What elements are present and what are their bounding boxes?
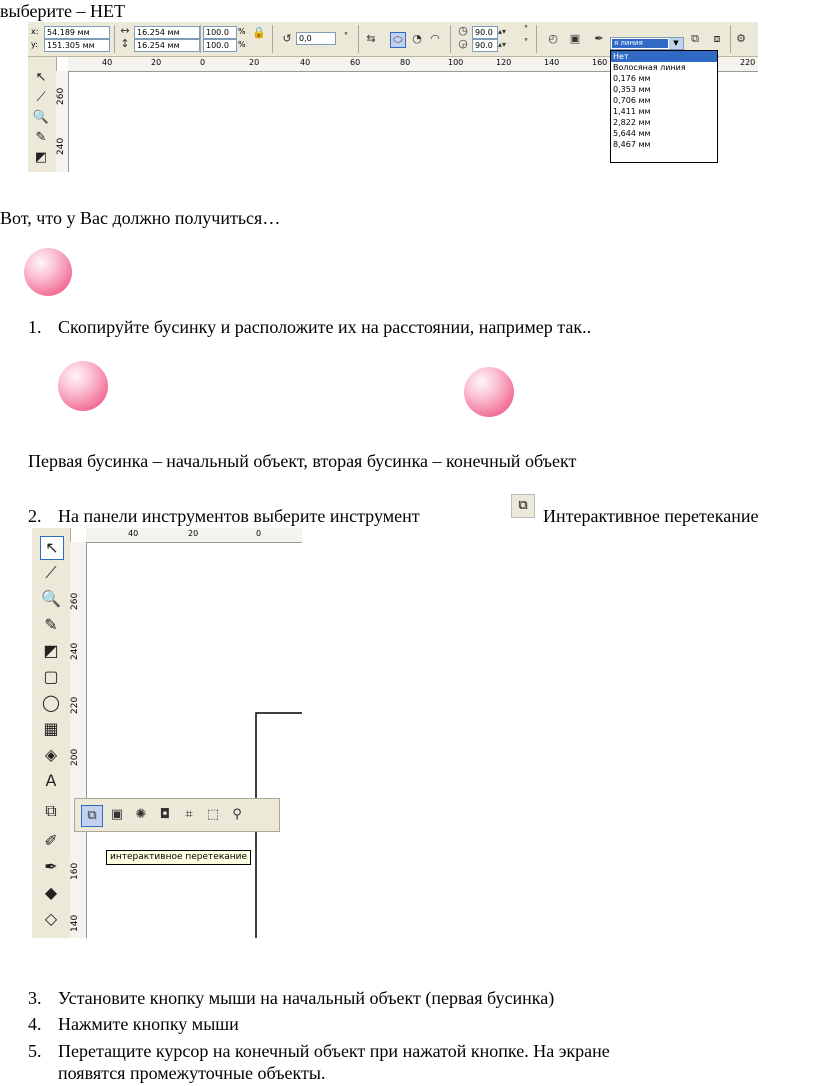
end-angle-icon: ◶	[458, 37, 468, 50]
ruler-tick: 240	[56, 137, 66, 155]
dropdown-option[interactable]: 0,353 мм	[613, 85, 651, 94]
step-number: 2.	[28, 506, 42, 526]
ruler-tick: 260	[56, 87, 66, 105]
eyedropper-tool-icon[interactable]: ✐	[44, 831, 58, 850]
step-number: 3.	[28, 988, 42, 1008]
pick-tool-icon[interactable]: ↖	[35, 70, 47, 85]
ruler-tick: 220	[740, 58, 756, 67]
dropdown-option[interactable]: 1,411 мм	[613, 107, 651, 116]
step-5	[28, 1040, 610, 1062]
blend-flyout	[74, 798, 280, 832]
ruler-tick: 160	[70, 862, 80, 880]
ruler-tick: 140	[70, 914, 80, 932]
smart-tool-icon[interactable]: ◩	[34, 150, 48, 165]
x-position-field[interactable]: 54.189 мм	[44, 26, 110, 39]
separator	[730, 25, 731, 53]
step-number: 4.	[28, 1014, 42, 1034]
rectangle-tool-icon[interactable]: ▢	[43, 667, 59, 686]
smart-tool-icon[interactable]: ◩	[43, 641, 59, 660]
horizontal-ruler	[86, 528, 302, 543]
scale-x-field[interactable]: 100.0	[203, 26, 237, 39]
width-icon: ↔	[120, 24, 130, 37]
start-angle-field[interactable]: 90.0	[472, 26, 498, 39]
corel-screenshot-toolbox	[32, 528, 302, 938]
envelope-icon[interactable]: ⌗	[185, 807, 193, 822]
ruler-tick: 0	[256, 529, 262, 538]
basic-shapes-icon[interactable]: ◈	[44, 745, 58, 764]
percent-label: %	[238, 40, 246, 49]
step-text: Перетащите курсор на конечный объект при нажатой кнопке. На экране	[58, 1041, 610, 1061]
outline-width-list	[610, 50, 718, 163]
contour-icon[interactable]: ▣	[110, 807, 124, 822]
blend-icon[interactable]: ⧉	[81, 805, 103, 827]
polygon-tool-icon[interactable]: ▦	[43, 719, 59, 738]
ruler-tick: 80	[400, 58, 411, 67]
fill-tool-icon[interactable]: ◆	[44, 883, 58, 902]
text-caption: Первая бусинка – начальный объект, вторая бусинка – конечный объект	[28, 451, 577, 471]
ruler-tick: 20	[188, 529, 199, 538]
blend-tool-icon: ⧉	[511, 494, 535, 518]
interactive-fill-icon[interactable]: ◇	[44, 909, 58, 928]
step-number: 5.	[28, 1041, 42, 1061]
bead-start	[58, 361, 108, 411]
y-label: y:	[31, 40, 38, 49]
bead-example	[24, 248, 72, 296]
height-icon: ↕	[120, 37, 130, 50]
lock-ratio-icon[interactable]: 🔒	[252, 26, 266, 39]
degree-label: °	[524, 37, 528, 46]
pie-icon[interactable]: ◔	[412, 32, 422, 45]
arrange-icon[interactable]: ⧈	[713, 32, 721, 45]
dropdown-option[interactable]: Нет	[611, 51, 717, 62]
ruler-tick: 20	[151, 58, 162, 67]
end-angle-field[interactable]: 90.0	[472, 39, 498, 52]
percent-label: %	[238, 27, 246, 36]
outline-pen-icon: ✒	[594, 32, 604, 45]
scale-y-field[interactable]: 100.0	[203, 39, 237, 52]
zoom-tool-icon[interactable]: 🔍	[32, 110, 50, 125]
dropdown-option[interactable]: 2,822 мм	[613, 118, 651, 127]
ruler-tick: 40	[300, 58, 311, 67]
spinner-icon[interactable]: ▴▾	[497, 27, 507, 36]
distort-icon[interactable]: ✺	[135, 807, 147, 822]
dropdown-option[interactable]: 0,176 мм	[613, 74, 651, 83]
vertical-ruler	[56, 71, 69, 172]
shape-tool-icon[interactable]: ⟋	[36, 90, 46, 105]
step-5-continued: появятся промежуточные объекты.	[58, 1063, 326, 1083]
ruler-tick: 260	[70, 592, 80, 610]
chevron-down-icon[interactable]: ▼	[669, 38, 683, 49]
step-text: Установите кнопку мыши на начальный объект (первая бусинка)	[58, 988, 555, 1008]
ellipse-icon[interactable]: ⬭	[390, 32, 406, 48]
pick-tool-icon[interactable]: ↖	[40, 536, 64, 560]
step-2	[28, 505, 420, 527]
step-4	[28, 1013, 239, 1035]
width-field[interactable]: 16.254 мм	[134, 26, 200, 39]
vertical-ruler	[70, 542, 87, 938]
gear-icon[interactable]: ⚙	[736, 32, 746, 45]
step-text: Нажмите кнопку мыши	[58, 1014, 239, 1034]
shape-tool-icon[interactable]: ⟋	[45, 563, 57, 582]
start-angle-icon: ◷	[458, 24, 468, 37]
dropdown-option[interactable]: Волосяная линия	[613, 63, 686, 72]
ruler-tick: 120	[496, 58, 512, 67]
transparency-icon[interactable]: ⚲	[232, 807, 242, 822]
wrap-icon[interactable]: ▣	[569, 32, 581, 45]
text-tool-icon[interactable]: A	[45, 771, 57, 790]
text-result: Вот, что у Вас должно получиться…	[0, 208, 281, 228]
corel-screenshot-top	[28, 22, 758, 172]
tooltip: интерактивное перетекание	[106, 850, 251, 865]
outline-width-selected: я линия	[612, 39, 668, 48]
step-text: Скопируйте бусинку и расположите их на расстоянии, например так..	[58, 317, 592, 337]
degree-label: °	[344, 31, 348, 40]
drop-shadow-icon[interactable]: ◘	[159, 807, 171, 822]
toolbox	[32, 528, 71, 938]
arc-icon[interactable]: ◠	[430, 32, 440, 45]
step-number: 1.	[28, 317, 42, 337]
separator	[450, 25, 451, 53]
x-label: x:	[31, 27, 39, 36]
zoom-tool-icon[interactable]: 🔍	[41, 589, 61, 608]
ruler-tick: 140	[544, 58, 560, 67]
dropdown-option[interactable]: 5,644 мм	[613, 129, 651, 138]
ellipse-tool-icon[interactable]: ◯	[42, 693, 60, 712]
convert-icon[interactable]: ⧉	[691, 32, 699, 45]
y-position-field[interactable]: 151.305 мм	[44, 39, 110, 52]
ruler-tick: 220	[70, 696, 80, 714]
rotation-field[interactable]: 0,0	[296, 32, 336, 45]
mirror-icon[interactable]: ⇆	[366, 32, 376, 45]
separator	[272, 25, 273, 53]
step-3	[28, 987, 554, 1009]
ruler-tick: 40	[128, 529, 139, 538]
degree-label: °	[524, 24, 528, 33]
bead-end	[464, 367, 514, 417]
step-1	[28, 316, 591, 338]
blend-tool-icon[interactable]: ⧉	[45, 801, 57, 820]
direction-icon[interactable]: ◴	[548, 32, 558, 45]
height-field[interactable]: 16.254 мм	[134, 39, 200, 52]
outline-width-dropdown[interactable]	[610, 37, 684, 50]
rotate-icon: ↺	[282, 32, 292, 45]
ruler-tick: 20	[249, 58, 260, 67]
separator	[358, 25, 359, 53]
separator	[114, 25, 115, 53]
freehand-tool-icon[interactable]: ✎	[35, 130, 47, 145]
ruler-tick: 0	[200, 58, 206, 67]
text-line-top: выберите – НЕТ	[0, 1, 125, 21]
ruler-tick: 60	[350, 58, 361, 67]
separator	[200, 25, 201, 53]
step-text: На панели инструментов выберите инструмент	[58, 506, 420, 526]
dropdown-option[interactable]: 0,706 мм	[613, 96, 651, 105]
toolbox	[28, 57, 57, 172]
ruler-tick: 40	[102, 58, 113, 67]
ruler-tick: 240	[70, 642, 80, 660]
ruler-tick: 100	[448, 58, 464, 67]
step-2-tool-name: Интерактивное перетекание	[543, 506, 759, 526]
ruler-tick: 160	[592, 58, 608, 67]
outline-tool-icon[interactable]: ✒	[44, 857, 58, 876]
spinner-icon[interactable]: ▴▾	[497, 40, 507, 49]
freehand-tool-icon[interactable]: ✎	[44, 615, 58, 634]
separator	[536, 25, 537, 53]
extrude-icon[interactable]: ⬚	[206, 807, 220, 822]
ruler-tick: 200	[70, 748, 80, 766]
dropdown-option[interactable]: 8,467 мм	[613, 140, 651, 149]
